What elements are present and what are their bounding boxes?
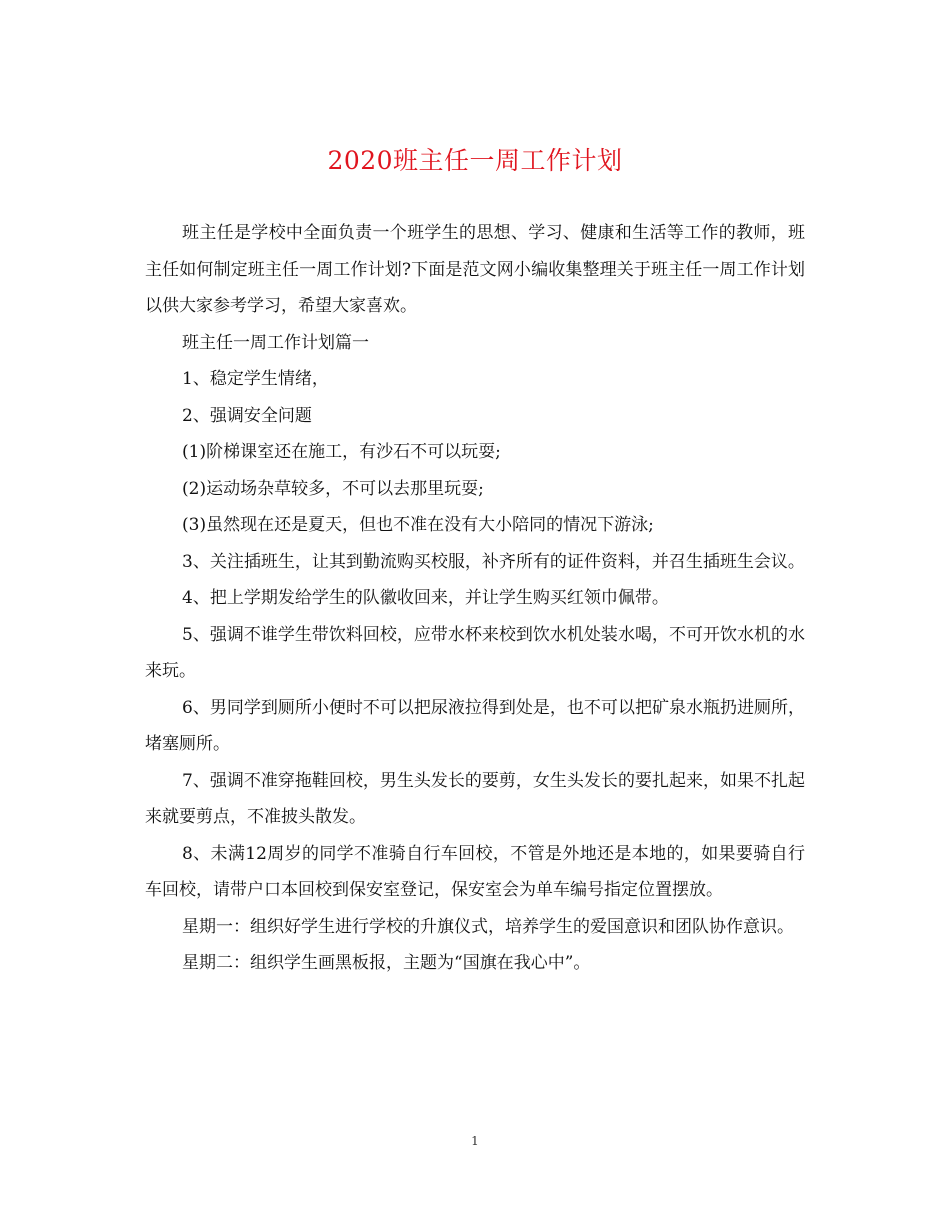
section-heading: 班主任一周工作计划篇一 [182,332,369,353]
page-number: 1 [471,1134,479,1148]
list-item: 8、未满12周岁的同学不准骑自行车回校，不管是外地还是本地的，如果要骑自行车回校，请带户口本回校到保安室登记，保安室会为单车编号指定位置摆放。 [145,843,805,900]
paragraph-intro: 班主任是学校中全面负责一个班学生的思想、学习、健康和生活等工作的教师，班主任如何制定班主任一周工作计划?下面是范文网小编收集整理关于班主任一周工作计划以供大家参考学习，希望大家喜欢。 [145,223,805,316]
list-item: 6、男同学到厕所小便时不可以把尿液拉得到处是，也不可以把矿泉水瓶扔进厕所，堵塞厕所。 [145,697,805,754]
list-item: 4、把上学期发给学生的队徽收回来，并让学生购买红领巾佩带。 [182,588,669,608]
list-subitem: (2)运动场杂草较多，不可以去那里玩耍; [182,478,484,499]
list-item: 7、强调不准穿拖鞋回校，男生头发长的要剪，女生头发长的要扎起来，如果不扎起来就要剪点，不准披头散发。 [145,770,805,827]
list-item: 2、强调安全问题 [182,405,312,426]
list-item: 5、强调不谁学生带饮料回校，应带水杯来校到饮水机处装水喝，不可开饮水机的水来玩。 [145,624,805,681]
list-item: 1、稳定学生情绪， [182,369,329,389]
document-body [145,215,805,982]
list-item: 3、关注插班生，让其到勤流购买校服，补齐所有的证件资料，并召生插班生会议。 [182,551,805,572]
schedule-item: 星期二：组织学生画黑板报，主题为“国旗在我心中”。 [182,953,591,973]
document-title: 2020班主任一周工作计划 [327,146,623,175]
list-subitem: (3)虽然现在还是夏天，但也不准在没有大小陪同的情况下游泳; [182,515,654,535]
list-subitem: (1)阶梯课室还在施工，有沙石不可以玩耍; [182,442,501,462]
schedule-item: 星期一：组织好学生进行学校的升旗仪式，培养学生的爱国意识和团队协作意识。 [182,916,794,937]
